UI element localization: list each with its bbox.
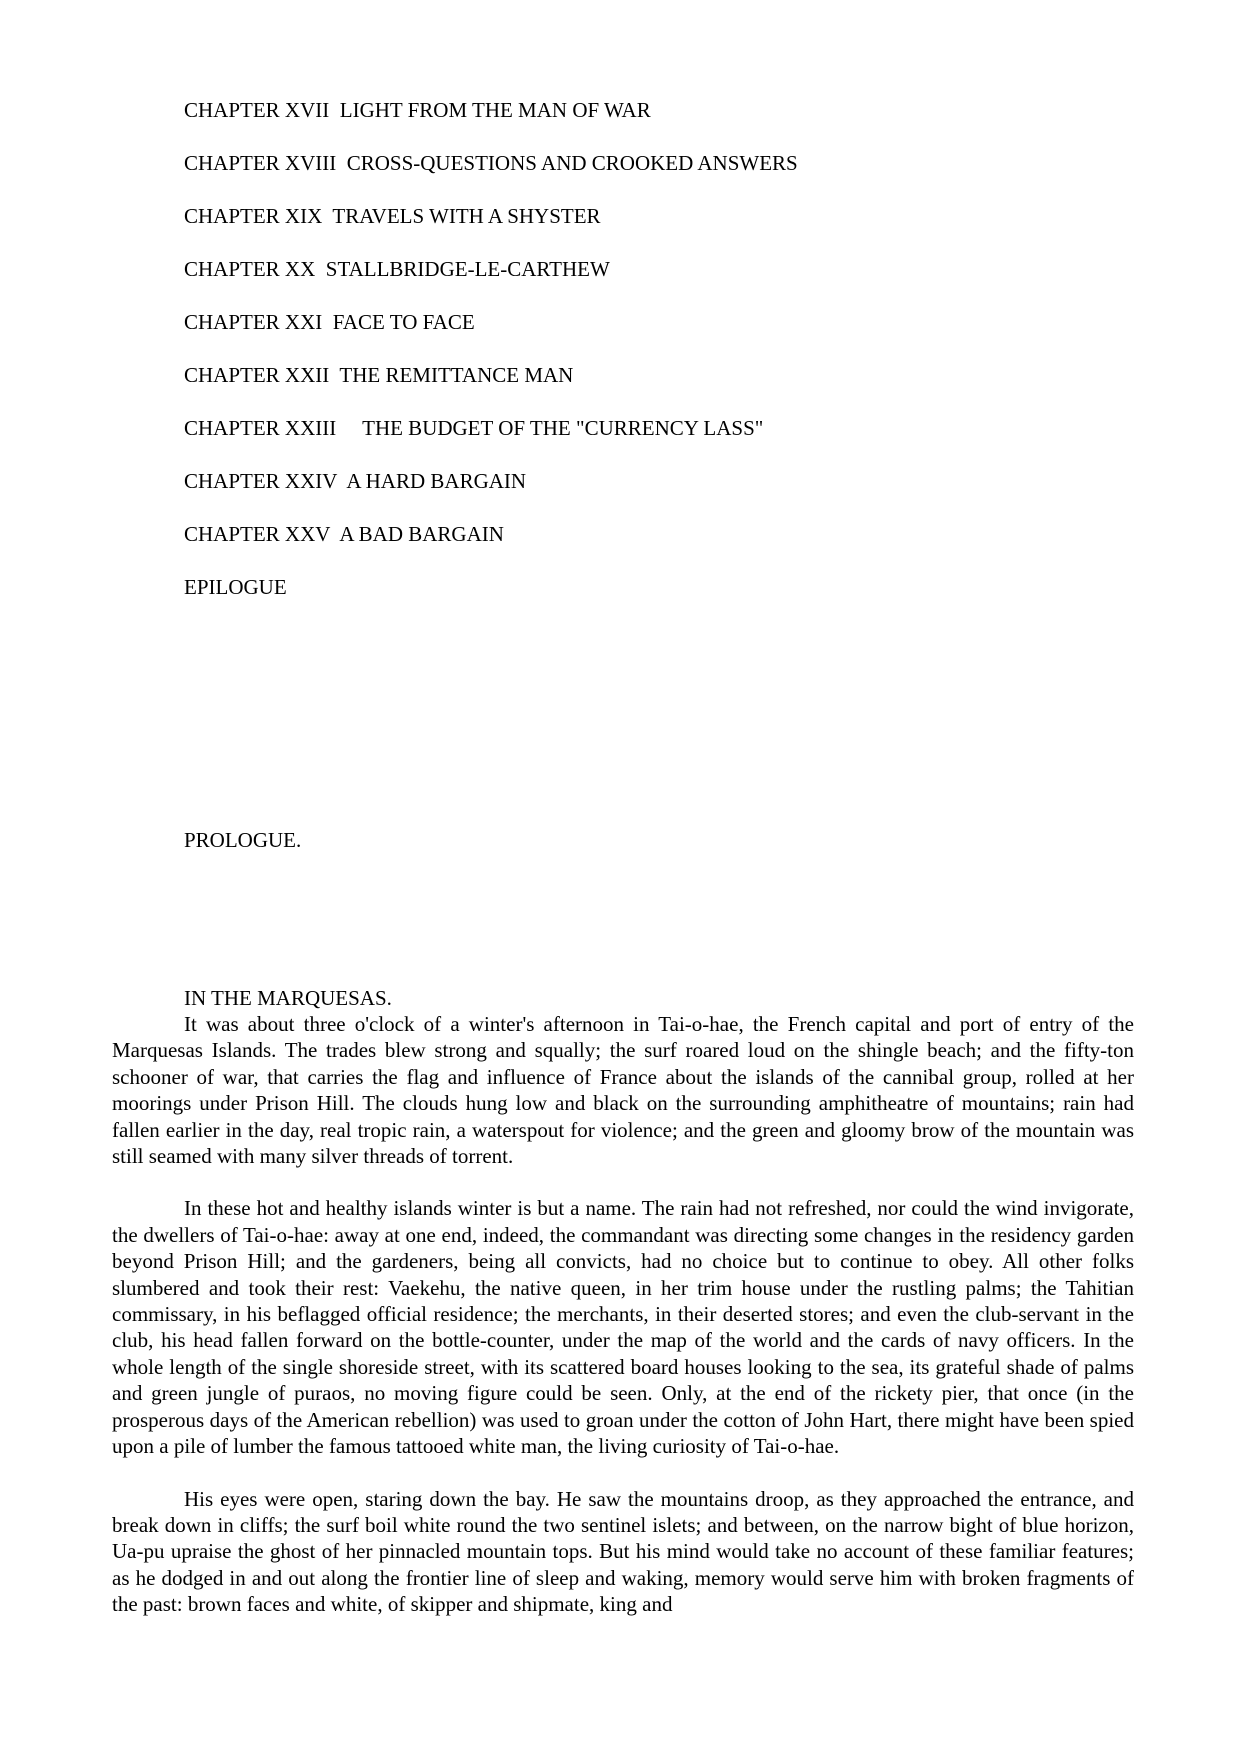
paragraph: It was about three o'clock of a winter's afternoon in Tai-o-hae, the French capital and port of entry of the Marquesas Islands. The trades blew strong and squally; the surf roared loud on the shingle beach; and the fifty-ton schooner of war, that carries the flag and influence of France about the islands of the cannibal group, rolled at her moorings under Prison Hill. The clouds hung low and black on the surrounding amphitheatre of mountains; rain had fallen earlier in the day, real tropic rain, a waterspout for violence; and the green and gloomy brow of the mountain was still seamed with many silver threads of torrent. (112, 1012, 1134, 1169)
paragraph: His eyes were open, staring down the bay. He saw the mountains droop, as they approached the entrance, and break down in cliffs; the surf boil white round the two sentinel islets; and between, on the narrow bight of blue horizon, Ua-pu upraise the ghost of her pinnacled mountain tops. But his mind would take no account of these familiar features; as he dodged in and out along the frontier line of sleep and waking, memory would serve him with broken fragments of the past: brown faces and white, of skipper and shipmate, king and (112, 1486, 1134, 1617)
toc-entry-24: CHAPTER XXIV A HARD BARGAIN (184, 469, 527, 493)
body-text (112, 1011, 1134, 1644)
toc-entry-17: CHAPTER XVII LIGHT FROM THE MAN OF WAR (184, 98, 651, 122)
toc-entry-22: CHAPTER XXII THE REMITTANCE MAN (184, 363, 574, 387)
toc-entry-23: CHAPTER XXIII THE BUDGET OF THE "CURRENCY LASS" (184, 416, 764, 440)
toc-entry-19: CHAPTER XIX TRAVELS WITH A SHYSTER (184, 204, 601, 228)
prologue-title: PROLOGUE. (184, 828, 302, 852)
toc-entry-20: CHAPTER XX STALLBRIDGE-LE-CARTHEW (184, 257, 610, 281)
toc-entry-25: CHAPTER XXV A BAD BARGAIN (184, 522, 504, 546)
section-title: IN THE MARQUESAS. (184, 986, 392, 1010)
toc-entry-epilogue: EPILOGUE (184, 575, 287, 599)
toc-entry-18: CHAPTER XVIII CROSS-QUESTIONS AND CROOKED ANSWERS (184, 151, 798, 175)
toc-entry-21: CHAPTER XXI FACE TO FACE (184, 310, 475, 334)
paragraph: In these hot and healthy islands winter is but a name. The rain had not refreshed, nor could the wind invigorate, the dwellers of Tai-o-hae: away at one end, indeed, the commandant was directing some changes in the residency garden beyond Prison Hill; and the gardeners, being all convicts, had no choice but to continue to obey. All other folks slumbered and took their rest: Vaekehu, the native queen, in her trim house under the rustling palms; the Tahitian commissary, in his beflagged official residence; the merchants, in their deserted stores; and even the club-servant in the club, his head fallen forward on the bottle-counter, under the map of the world and the cards of navy officers. In the whole length of the single shoreside street, with its scattered board houses looking to the sea, its grateful shade of palms and green jungle of puraos, no moving figure could be seen. Only, at the end of the rickety pier, that once (in the prosperous days of the American rebellion) was used to groan under the cotton of John Hart, there might have been spied upon a pile of lumber the famous tattooed white man, the living curiosity of Tai-o-hae. (112, 1196, 1134, 1459)
